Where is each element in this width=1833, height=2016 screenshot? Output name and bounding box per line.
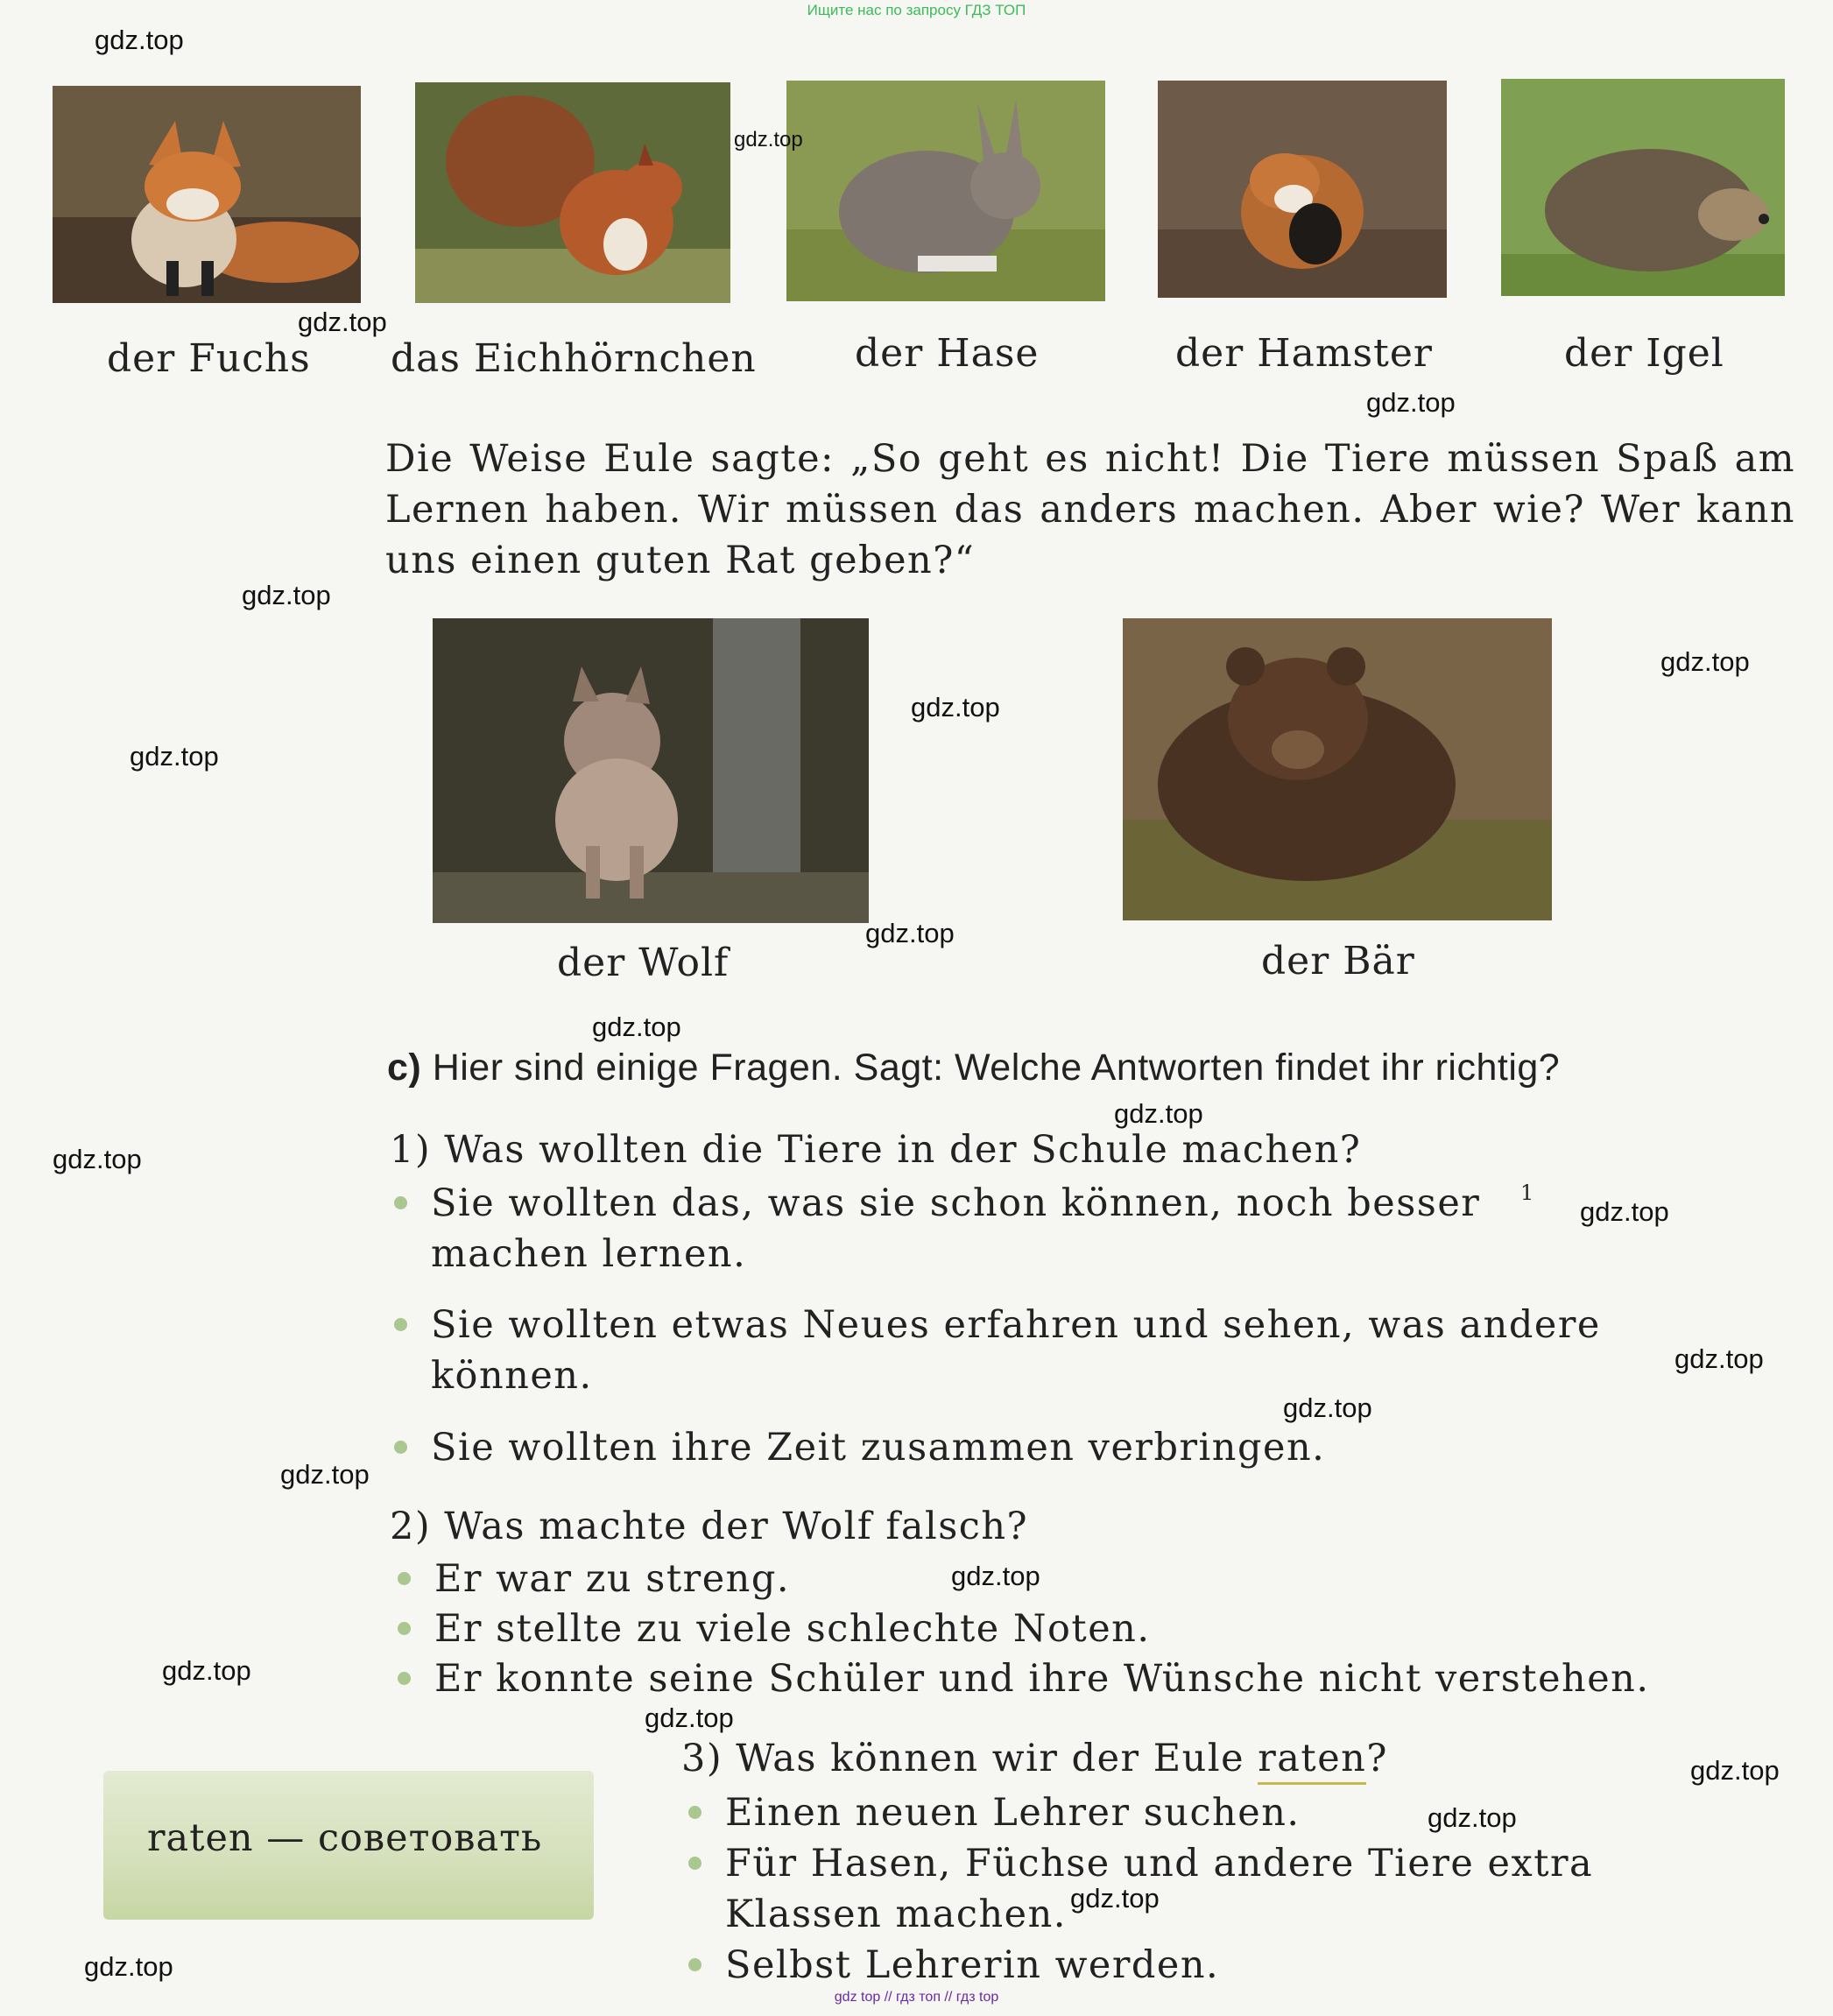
answer-3-2 — [725, 1838, 1671, 1940]
watermark: gdz.top — [1366, 387, 1456, 418]
answer-2-2 — [434, 1604, 1748, 1654]
watermark: gdz.top — [298, 307, 387, 337]
answer-text: Er konnte seine Schüler und ihre Wünsche nicht verstehen. — [434, 1657, 1650, 1701]
bullet — [688, 1806, 701, 1819]
watermark: gdz.top — [1660, 646, 1750, 677]
vocab-note-text: raten — советовать — [147, 1816, 543, 1860]
task-letter: c) — [387, 1047, 422, 1089]
caption-wolf: der Wolf — [557, 941, 730, 985]
answer-text: Sie wollten ihre Zeit zusammen verbringen. — [431, 1426, 1326, 1470]
footnote-mark: 1 — [1520, 1181, 1534, 1205]
watermark: gdz.top — [1114, 1098, 1203, 1129]
bullet — [398, 1622, 411, 1635]
task-c — [387, 1047, 1560, 1089]
watermark: gdz.top — [734, 128, 803, 152]
watermark: gdz.top — [162, 1655, 251, 1686]
answer-1-1 — [431, 1178, 1622, 1279]
watermark: gdz.top — [1690, 1755, 1780, 1786]
hamster-photo — [1158, 81, 1447, 298]
watermark: gdz.top — [53, 1144, 142, 1174]
watermark: gdz.top — [242, 580, 331, 610]
watermark: gdz.top — [1428, 1802, 1517, 1833]
answer-text: Er stellte zu viele schlechte Noten. — [434, 1607, 1151, 1651]
caption-fox: der Fuchs — [107, 336, 311, 381]
question-2: 2) Was machte der Wolf falsch? — [390, 1505, 1029, 1548]
top-banner: Ищите нас по запросу ГДЗ ТОП — [807, 2, 1026, 18]
answer-2-3 — [434, 1653, 1748, 1704]
answer-text: Selbst Lehrerin werden. — [725, 1943, 1220, 1987]
wolf-photo — [433, 618, 869, 923]
answer-text: Er war zu streng. — [434, 1557, 791, 1601]
bear-photo — [1123, 618, 1552, 920]
answer-text: Sie wollten das, was sie schon können, noch besser machen lernen. — [431, 1181, 1481, 1276]
watermark: gdz.top — [951, 1561, 1040, 1591]
fox-photo — [53, 86, 361, 303]
answer-1-2 — [431, 1300, 1657, 1401]
caption-squirrel: das Eichhörnchen — [391, 336, 757, 381]
task-text: Hier sind einige Fragen. Sagt: Welche Antworten findet ihr richtig? — [432, 1047, 1561, 1089]
caption-hedgehog: der Igel — [1564, 331, 1724, 376]
caption-hamster: der Hamster — [1175, 331, 1433, 376]
vocab-note — [103, 1771, 594, 1920]
answer-text: Einen neuen Lehrer suchen. — [725, 1791, 1301, 1835]
answer-3-3 — [725, 1940, 1671, 1991]
watermark: gdz.top — [280, 1459, 370, 1490]
bullet — [688, 1857, 701, 1870]
question-1: 1) Was wollten die Tiere in der Schule machen? — [390, 1128, 1362, 1172]
bullet — [394, 1196, 407, 1209]
watermark: gdz.top — [130, 741, 219, 772]
squirrel-photo — [415, 82, 730, 303]
answer-text: Sie wollten etwas Neues erfahren und sehen, was andere können. — [431, 1303, 1601, 1398]
answer-2-1 — [434, 1554, 1748, 1604]
answer-3-1 — [725, 1787, 1671, 1838]
bullet — [398, 1672, 411, 1685]
hare-photo — [786, 81, 1105, 301]
watermark: gdz.top — [865, 918, 955, 948]
hedgehog-photo — [1501, 79, 1785, 296]
watermark: gdz.top — [95, 25, 184, 55]
watermark: gdz.top — [1674, 1343, 1764, 1374]
watermark: gdz.top — [645, 1702, 734, 1733]
watermark: gdz.top — [1283, 1392, 1372, 1423]
bullet — [394, 1318, 407, 1331]
watermark: gdz.top — [84, 1951, 173, 1982]
question-3-prefix: 3) Was können wir der Eule — [681, 1737, 1258, 1780]
watermark: gdz.top — [911, 692, 1000, 723]
bullet — [398, 1572, 411, 1585]
owl-quote: Die Weise Eule sagte: „So geht es nicht! Die Tiere müssen Spaß am Lernen haben. Wir müssen das anders machen. Aber wie? Wer kann uns einen guten Rat geben?“ — [385, 437, 1795, 582]
bullet — [688, 1958, 701, 1971]
question-3-keyword: raten — [1258, 1737, 1366, 1785]
bottom-banner: gdz top // гдз топ // гдз top — [834, 1990, 999, 2005]
caption-hare: der Hase — [855, 331, 1040, 376]
watermark: gdz.top — [592, 1012, 681, 1042]
question-3-suffix: ? — [1366, 1737, 1388, 1780]
answer-1-3 — [431, 1422, 1657, 1473]
bullet — [394, 1441, 407, 1454]
question-3 — [681, 1737, 1388, 1780]
watermark: gdz.top — [1580, 1196, 1669, 1227]
watermark: gdz.top — [1070, 1883, 1160, 1914]
answer-text: Für Hasen, Füchse und andere Tiere extra Klassen machen. — [725, 1842, 1594, 1936]
caption-bear: der Bär — [1261, 939, 1415, 983]
